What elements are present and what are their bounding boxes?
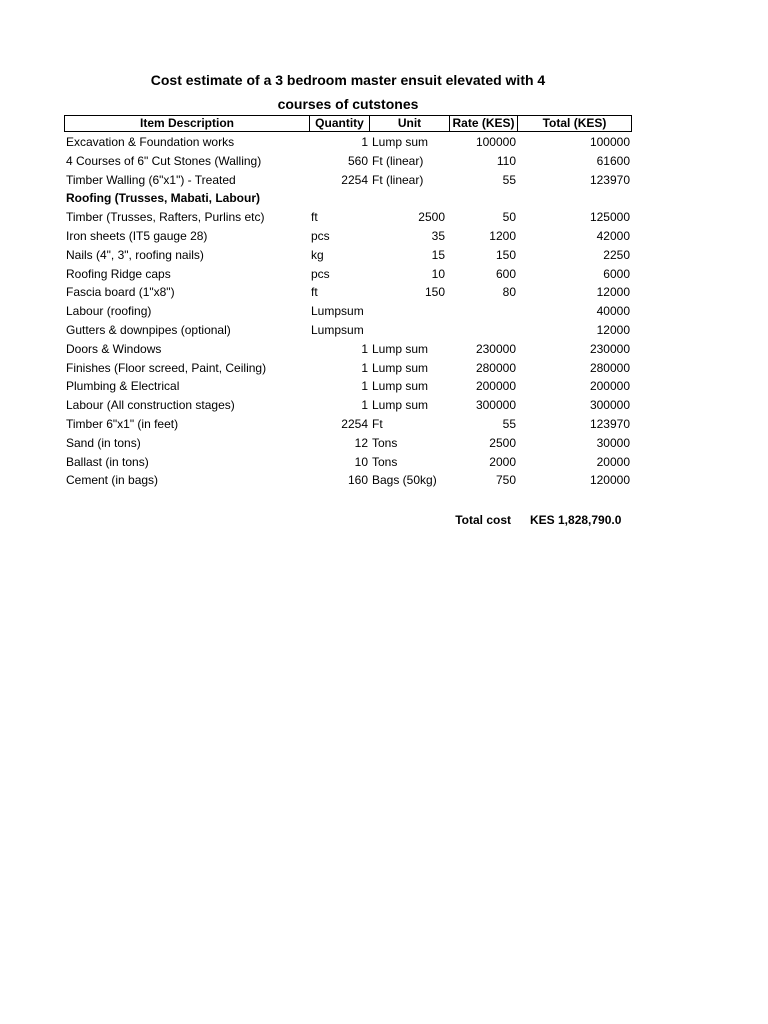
table-row <box>0 302 768 321</box>
unit-cell: 35 <box>431 229 445 243</box>
quantity-cell: 1 <box>361 360 368 375</box>
rate-cell: 150 <box>495 247 516 262</box>
title-line-1: Cost estimate of a 3 bedroom master ensuit elevated with 4 <box>150 72 546 88</box>
table-row <box>0 471 768 490</box>
table-row <box>0 415 768 434</box>
item-description-cell: Labour (All construction stages) <box>66 398 235 413</box>
quantity-cell: 1 <box>361 135 368 149</box>
table-row <box>0 265 768 284</box>
rate-cell: 230000 <box>475 341 516 356</box>
rate-cell: 2000 <box>489 454 516 469</box>
table-row <box>0 359 768 378</box>
quantity-cell: pcs <box>311 266 330 281</box>
quantity-cell: 1 <box>361 341 368 356</box>
quantity-cell: 1 <box>361 398 368 413</box>
total-cell: 200000 <box>589 379 630 394</box>
item-description-cell: Timber 6"x1" (in feet) <box>66 417 179 431</box>
quantity-cell: 10 <box>354 454 368 469</box>
unit-cell: Ft (linear) <box>372 172 424 187</box>
total-cell: 6000 <box>603 266 630 281</box>
total-cell: 20000 <box>596 454 630 469</box>
table-row <box>0 208 768 227</box>
quantity-cell: pcs <box>311 229 330 243</box>
header-unit: Unit <box>369 115 450 132</box>
rate-cell: 200000 <box>475 379 516 394</box>
item-description-cell: Finishes (Floor screed, Paint, Ceiling) <box>66 360 267 375</box>
item-description-cell: Iron sheets (IT5 gauge 28) <box>66 229 208 243</box>
table-row <box>0 453 768 472</box>
table-row <box>0 283 768 302</box>
item-description-cell: Gutters & downpipes (optional) <box>66 323 231 337</box>
unit-cell: 10 <box>431 266 445 281</box>
item-description-cell: Doors & Windows <box>66 341 162 356</box>
total-cell: 30000 <box>596 435 630 450</box>
table-row <box>0 152 768 171</box>
unit-cell: 15 <box>431 247 445 262</box>
quantity-cell: Lumpsum <box>311 304 364 319</box>
total-cell: 280000 <box>589 360 630 375</box>
total-cell: 300000 <box>589 398 630 413</box>
unit-cell: Lump sum <box>372 379 429 394</box>
quantity-cell: 160 <box>347 473 368 488</box>
quantity-cell: 1 <box>361 379 368 394</box>
table-row <box>0 321 768 340</box>
title-line-2: courses of cutstones <box>277 96 419 112</box>
rate-cell: 80 <box>502 285 516 300</box>
section-heading-row <box>0 189 768 208</box>
unit-cell: Lump sum <box>372 135 429 149</box>
rate-cell: 50 <box>502 210 516 225</box>
unit-cell: 150 <box>424 285 445 300</box>
item-description-cell: Fascia board (1"x8") <box>66 285 175 300</box>
header-quantity: Quantity <box>309 115 370 132</box>
rate-cell: 1200 <box>489 229 516 243</box>
rate-cell: 100000 <box>475 135 516 149</box>
total-cell: 61600 <box>596 153 630 168</box>
total-cell: 12000 <box>596 323 630 337</box>
quantity-cell: 560 <box>347 153 368 168</box>
header-rate: Rate (KES) <box>449 115 518 132</box>
rate-cell: 2500 <box>489 435 516 450</box>
item-description-cell: Labour (roofing) <box>66 304 152 319</box>
total-cell: 100000 <box>589 135 630 149</box>
table-row <box>0 434 768 453</box>
rate-cell: 55 <box>502 417 516 431</box>
unit-cell: Lump sum <box>372 360 429 375</box>
rate-cell: 55 <box>502 172 516 187</box>
total-cell: 40000 <box>596 304 630 319</box>
item-description-cell: 4 Courses of 6" Cut Stones (Walling) <box>66 153 262 168</box>
unit-cell: Bags (50kg) <box>372 473 437 488</box>
rate-cell: 110 <box>496 153 516 168</box>
total-cell: 12000 <box>596 285 630 300</box>
total-cell: 125000 <box>589 210 630 225</box>
table-row <box>0 396 768 415</box>
quantity-cell: kg <box>311 247 324 262</box>
total-cell: 42000 <box>596 229 630 243</box>
header-total: Total (KES) <box>517 115 632 132</box>
total-cost-label: Total cost <box>455 513 511 527</box>
quantity-cell: ft <box>311 210 318 225</box>
table-row <box>0 171 768 190</box>
item-description-cell: Ballast (in tons) <box>66 454 149 469</box>
item-description-cell: Roofing (Trusses, Mabati, Labour) <box>66 191 261 206</box>
item-description-cell: Roofing Ridge caps <box>66 266 171 281</box>
table-row <box>0 340 768 359</box>
unit-cell: Lump sum <box>372 398 429 413</box>
table-row <box>0 246 768 265</box>
rate-cell: 750 <box>495 473 516 488</box>
item-description-cell: Excavation & Foundation works <box>66 135 235 149</box>
unit-cell: Ft (linear) <box>372 153 424 168</box>
total-cell: 123970 <box>589 172 630 187</box>
unit-cell: Ft <box>372 417 383 431</box>
rate-cell: 600 <box>495 266 516 281</box>
item-description-cell: Nails (4", 3", roofing nails) <box>66 247 204 262</box>
table-row <box>0 377 768 396</box>
table-row <box>0 227 768 246</box>
unit-cell: 2500 <box>418 210 445 225</box>
total-cell: 120000 <box>589 473 630 488</box>
table-row <box>0 133 768 152</box>
item-description-cell: Plumbing & Electrical <box>66 379 180 394</box>
unit-cell: Lump sum <box>372 341 429 356</box>
item-description-cell: Timber Walling (6"x1") - Treated <box>66 172 236 187</box>
rate-cell: 280000 <box>475 360 516 375</box>
item-description-cell: Cement (in bags) <box>66 473 159 488</box>
total-cost-value: KES 1,828,790.0 <box>530 513 622 527</box>
total-cost-row <box>0 510 768 530</box>
item-description-cell: Sand (in tons) <box>66 435 141 450</box>
rate-cell: 300000 <box>475 398 516 413</box>
header-item-description: Item Description <box>64 115 310 132</box>
quantity-cell: 12 <box>354 435 368 450</box>
item-description-cell: Timber (Trusses, Rafters, Purlins etc) <box>66 210 265 225</box>
unit-cell: Tons <box>372 435 398 450</box>
quantity-cell: 2254 <box>341 417 368 431</box>
total-cell: 230000 <box>589 341 630 356</box>
total-cell: 123970 <box>589 417 630 431</box>
unit-cell: Tons <box>372 454 398 469</box>
quantity-cell: Lumpsum <box>311 323 364 337</box>
quantity-cell: ft <box>311 285 318 300</box>
quantity-cell: 2254 <box>341 172 368 187</box>
total-cell: 2250 <box>603 247 630 262</box>
